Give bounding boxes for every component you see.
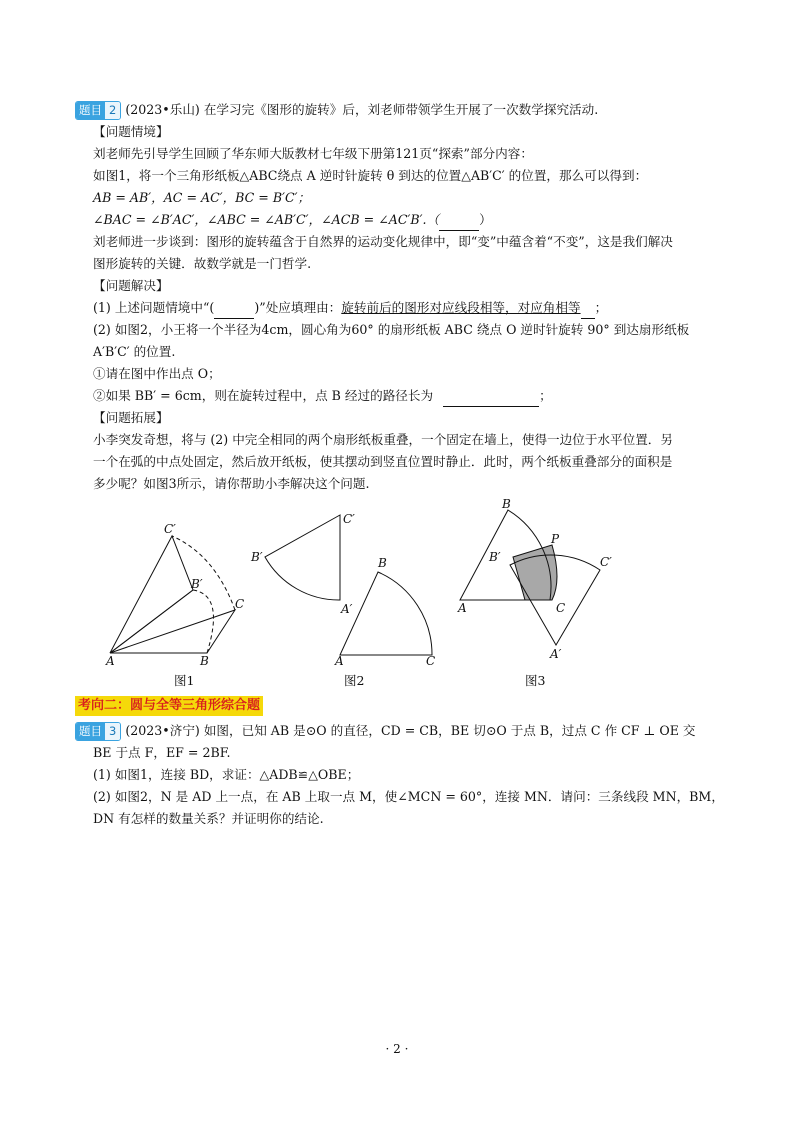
problem-2-intro: (2023•乐山) 在学习完《图形的旋转》后，刘老师带领学生开展了一次数学探究活动.: [125, 102, 599, 117]
sector-a1b1c1: [265, 515, 340, 600]
sector-abc: [340, 572, 432, 655]
label-b1: B′: [191, 577, 203, 591]
section-problem-context: 【问题情境】: [93, 124, 169, 139]
problem-3-header: [75, 721, 696, 741]
problem-3-part1: (1) 如图1，连接 BD，求证：△ADB≌△OBE；: [93, 767, 360, 782]
question-2: (2) 如图2，小王将一个半径为4cm，圆心角为60° 的扇形纸板 ABC 绕点 O 逆时针旋转 90° 到达扇形纸板: [93, 322, 690, 337]
equation-line: AB = AB′，AC = AC′，BC = B′C′；: [93, 190, 311, 205]
label-c: C: [426, 654, 436, 668]
q1-text-b: )”处应填理由：: [254, 300, 342, 315]
figure-1-caption: 图1: [174, 673, 195, 688]
section-problem-extension: 【问题拓展】: [93, 410, 169, 425]
label-c: C: [235, 597, 245, 611]
label-c1: C′: [600, 555, 612, 569]
triangle-abc: [110, 610, 235, 653]
label-a: A: [106, 654, 115, 668]
section-title: 考向二：圆与全等三角形综合题: [75, 696, 263, 716]
paragraph: 图形旋转的关键．故数学就是一门哲学.: [93, 256, 312, 271]
paragraph: 一个在弧的中点处固定，然后放开纸板，使其摆动到竖直位置时静止．此时，两个纸板重叠部分的面积是: [93, 454, 673, 469]
angle-equalities: ∠BAC = ∠B′AC′，∠ABC = ∠AB′C′，∠ACB = ∠AC′B′.（: [93, 212, 440, 227]
label-c1: C′: [164, 522, 176, 536]
paragraph: 如图1，将一个三角形纸板△ABC绕点 A 逆时针旋转 θ 到达的位置△AB′C′ 的位置，那么可以得到：: [93, 168, 648, 183]
paragraph: 小李突发奇想，将与 (2) 中完全相同的两个扇形纸板重叠，一个固定在墙上，使得一边位于水平位置．另: [93, 432, 673, 447]
label-c: C: [556, 601, 566, 615]
badge-label: 题目: [76, 102, 105, 119]
label-c1: C′: [343, 512, 355, 526]
label-b1: B′: [489, 550, 501, 564]
label-a: A: [335, 654, 344, 668]
paragraph: 刘老师先引导学生回顾了华东师大版教材七年级下册第121页“探索”部分内容：: [93, 146, 533, 161]
question-2-cont: A′B′C′ 的位置.: [93, 344, 176, 359]
triangle-ab1c1: [110, 536, 193, 653]
badge-label: 题目: [76, 723, 105, 740]
badge-number: 2: [105, 102, 120, 119]
paragraph: 刘老师进一步谈到：图形的旋转蕴含于自然界的运动变化规律中，即“变”中蕴含着“不变”，这是我们解决: [93, 234, 673, 249]
page-number: · 2 ·: [385, 1042, 409, 1056]
section-problem-solving: 【问题解决】: [93, 278, 169, 293]
figure-3-caption: 图3: [525, 673, 546, 688]
problem-3-line2: BE 于点 F，EF = 2BF.: [93, 745, 231, 760]
label-p: P: [551, 532, 560, 546]
figure-3: [460, 510, 600, 645]
q2-part2-text: ②如果 BB′ = 6cm，则在旋转过程中，点 B 经过的路径长为: [93, 388, 434, 403]
q1-text-a: (1) 上述问题情境中“(: [93, 300, 215, 315]
problem-3-part2-cont: DN 有怎样的数量关系？并证明你的结论.: [93, 811, 324, 826]
figure-2-caption: 图2: [344, 673, 365, 688]
label-a1: A′: [550, 647, 562, 661]
arc-b-b1: [193, 590, 213, 653]
q2-part2-end: ；: [539, 388, 552, 403]
label-b: B: [502, 497, 511, 511]
label-b1: B′: [251, 550, 263, 564]
label-a: A: [458, 601, 467, 615]
label-b: B: [200, 654, 209, 668]
figure-1: [110, 536, 235, 653]
label-a1: A′: [341, 602, 353, 616]
paragraph: 多少呢？如图3所示，请你帮助小李解决这个问题.: [93, 476, 370, 491]
badge-number: 3: [105, 723, 120, 740]
label-b: B: [378, 556, 387, 570]
problem-badge: [75, 722, 121, 741]
bracket-close: ）: [479, 212, 492, 227]
figure-2: [265, 515, 432, 655]
question-2-part1: ①请在图中作出点 O；: [93, 366, 221, 381]
problem-3-line1: (2023•济宁) 如图，已知 AB 是⊙O 的直径，CD = CB，BE 切⊙O 于点 B，过点 C 作 CF ⊥ OE 交: [125, 723, 696, 738]
segment-ab1: [110, 590, 193, 653]
q1-text-c: ；: [594, 300, 608, 315]
q1-answer: 旋转前后的图形对应线段相等，对应角相等: [341, 300, 581, 315]
problem-3-part2: (2) 如图2，N 是 AD 上一点，在 AB 上取一点 M，使∠MCN = 60°，连接 MN．请问：三条线段 MN，BM，: [93, 789, 724, 804]
